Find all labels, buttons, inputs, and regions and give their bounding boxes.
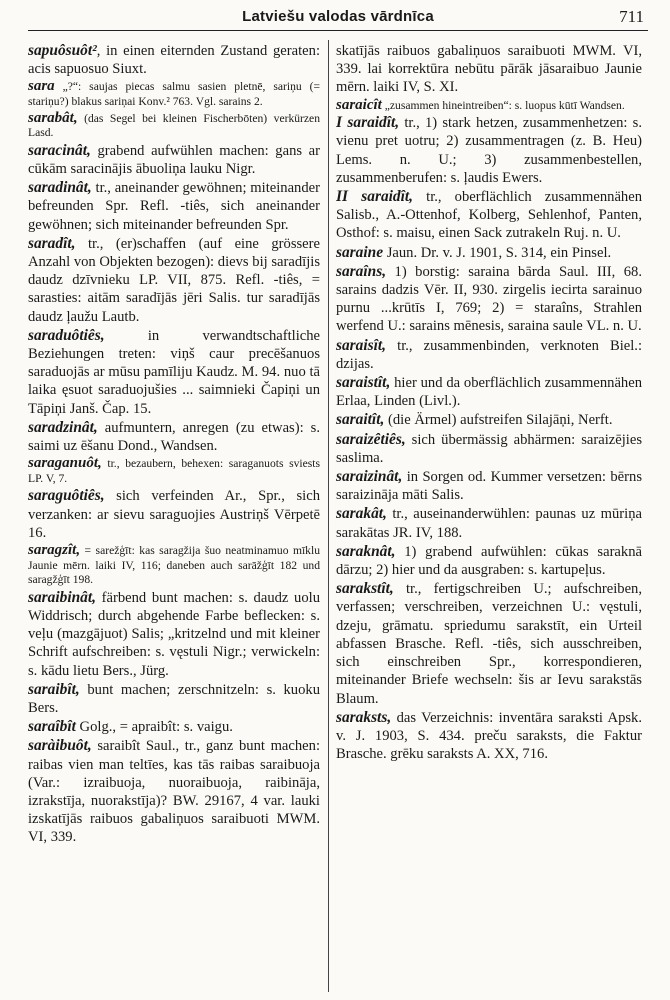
entry-text: in Sorgen od. Kummer versetzen: bērns saraizināja māti Salis. [336, 469, 642, 504]
dictionary-entry [336, 580, 642, 707]
dictionary-entry [336, 374, 642, 410]
dictionary-entry [28, 419, 320, 455]
entry-text: aufmuntern, anregen (zu etwas): s. saimi uz ēšanu Dond., Wandsen. [28, 419, 320, 455]
dictionary-entry [28, 487, 320, 542]
entry-headword: saraguôtiês, [28, 487, 105, 505]
entry-text: färbend bunt machen: s. daudz uolu Widdrisch; durch abgehende Farbe beflecken: s. veļu (mazgājuot) Salis; „kritzelnd und mit kleiner Schrift aufschreiben: s. vęstuli Nigr.; verwickeln: s. kādu lietu Bers., Jürg. [28, 589, 320, 679]
entry-text: tr., zusammenbinden, verknoten Biel.: dzijas. [336, 337, 642, 372]
entry-headword: saraîbît [28, 718, 76, 736]
dictionary-entry [28, 79, 320, 109]
dictionary-entry [28, 235, 320, 326]
dictionary-entry [336, 411, 642, 429]
entry-text: in verwandtschaftliche Beziehungen treten: viņš caur precēšanuos saraduojās ar mūsu pamīliju Kaudz. M. 94. nuo tā laika ęsuot saraduojušies ... saimnieki Čapiņi un Tāpiņi Janš. Čap. 15. [28, 327, 320, 417]
entry-headword: saraizinât, [336, 468, 403, 486]
entry-headword: II saraidît, [336, 188, 414, 206]
entry-headword: saraîns, [336, 262, 387, 280]
entry-headword: saraganuôt, [28, 455, 102, 472]
dictionary-entry [336, 543, 642, 579]
dictionary-entry [336, 468, 642, 504]
dictionary-entry [28, 589, 320, 680]
entry-text: bunt machen; zerschnitzeln: s. kuoku Bers. [28, 681, 320, 717]
entry-headword: I saraidît, [336, 114, 400, 132]
entry-text: 1) borstig: saraina bārda Saul. III, 68. sarains dadzis Vēr. II, 930. zirgelis iecirta sarainuo purnu ...krūtīs I, 769; 2) = staraîns, Strahlen werfend U.: sarains mēnesis, saraina saule VL. n. U. [336, 263, 642, 335]
entry-text: 1) grabend aufwühlen: cūkas saraknā dārzu; 2) hier und da ausgraben: s. kartupeļus. [336, 543, 642, 579]
entry-text: „?“: saujas piecas salmu sasien pletnē, sariņu (= stariņu?) blakus sariņai Konv.² 763. Vgl. sarains 2. [28, 80, 320, 108]
entry-text: (das Segel bei kleinen Fischerbōten) verkürzen Lasd. [28, 111, 320, 140]
entry-headword: sara [28, 78, 55, 95]
entry-text: tr., fertigschreiben U.; aufschreiben, verfassen; verschreiben, verzeichnen U.: vęstuli, dzeju, grāmatu. spriedumu sarakstīt, ein Urteil abfassen Brasche. Refl. -tiês, sich ausschreiben, sich einschreiben Spr., korrespondieren, miteinander Briefe wechseln: šis ar Ievu sarakstās Blaum. [336, 581, 642, 707]
entry-text: tr., oberflächlich zusammennähen Salisb., A.-Ottenhof, Kolberg, Sehlenhof, Panten, Osthof: s. maisu, einen Sack zutrakeln Ruj. n. U. [336, 189, 642, 242]
entry-text: tr., bezaubern, behexen: saraganuots sviests LP. V, 7. [28, 457, 320, 485]
dictionary-entry [336, 98, 642, 114]
entry-headword: sarakstît, [336, 580, 394, 598]
right-column [336, 42, 642, 994]
entry-headword: saraibît, [28, 680, 80, 698]
entry-text: saraibît Saul., tr., ganz bunt machen: raibas vien man teltīes, kas tās raibas saraibuoja (Var.: izraibuoja, nuoraibuoja, raibināja, izrakstīja, nuorakstīja)? BW. 29167, 4 var. lauki izskatījās raibuos gabaliņuos saraibuoti MWM. VI, 339. [28, 738, 320, 846]
dictionary-entry [28, 543, 320, 588]
entry-headword: saraksts, [336, 708, 392, 726]
entry-text: tr., 1) stark hetzen, zusammenhetzen: s. vienu pret uotru; 2) zusammentragen (z. B. Heu) Lems. n. U.; 3) zusammenbestellen, zusammenberufen: s. ļaudis Ewers. [336, 115, 642, 186]
dictionary-entry [28, 737, 320, 846]
entry-headword: saraizêtiês, [336, 430, 406, 448]
column-divider [328, 40, 329, 992]
entry-headword: saraicît [336, 96, 382, 113]
dictionary-entry [28, 111, 320, 141]
entry-headword: saragzît, [28, 542, 81, 559]
dictionary-entry [28, 179, 320, 234]
entry-text: sich verfeinden Ar., Spr., sich verzanken: ar sievu saraguojies Austriņš Vērpetē 16. [28, 488, 320, 541]
entry-headword: saraduôtiês, [28, 326, 105, 344]
dictionary-entry [336, 263, 642, 336]
entry-headword: sapuôsuôt² [28, 42, 97, 59]
entry-text: grabend aufwühlen machen: gans ar cūkām saracinājis ābuoliņa lauku Nigr. [28, 142, 320, 177]
dictionary-entry [28, 42, 320, 78]
left-column [28, 42, 320, 994]
page-title: Latviešu valodas vārdnīca [242, 8, 434, 25]
entry-text: „zusammen hineintreiben“: s. luopus kūtī Wandsen. [381, 98, 625, 112]
dictionary-entry [28, 327, 320, 418]
dictionary-entry [336, 505, 642, 541]
dictionary-entry [28, 681, 320, 717]
entry-headword: saradît, [28, 234, 76, 252]
entry-text: = sarežģīt: kas saragžija šuo neatminamuo mīklu Jaunie mērn. laiki IV, 116; daneben auch sarāžģīt 182 und saragžģīt 198. [28, 544, 320, 587]
entry-text: (die Ärmel) aufstreifen Silajāņi, Nerft. [384, 412, 613, 429]
entry-headword: saraistît, [336, 374, 391, 392]
entry-text: skatījās raibuos gabaliņuos saraibuoti MWM. VI, 339. lai korrektūra nebūtu pārāk jāsaraibuo Jaunie mērn. laiki IV, S. XI. [336, 43, 642, 96]
dictionary-entry [336, 431, 642, 467]
entry-text: hier und da oberflächlich zusammennähen Erlaa, Linden (Livl.). [336, 375, 642, 410]
entry-headword: saradinât, [28, 179, 92, 197]
entry-headword: saraibinât, [28, 588, 96, 606]
entry-text: sich übermässig abhärmen: saraizējies saslima. [336, 431, 642, 466]
entry-headword: saraine [336, 243, 384, 261]
entry-headword: saradzinât, [28, 418, 98, 436]
page-number: 711 [619, 7, 644, 26]
entry-text: tr., aneinander gewöhnen; miteinander befreunden Spr. Refl. -tiês, sich aneinander gewöhnen; sich miteinander befreunden Spr. [28, 180, 320, 233]
entry-headword: saràibuôt, [28, 737, 92, 755]
dictionary-entry [336, 188, 642, 243]
entry-headword: sarakât, [336, 505, 387, 523]
entry-text: Jaun. Dr. v. J. 1901, S. 314, ein Pinsel. [383, 244, 612, 261]
entry-text: das Verzeichnis: inventāra saraksti Apsk. v. J. 1903, S. 434. preču saraksts, die Faktur Brasche. grēku saraksts A. XX, 716. [336, 709, 642, 763]
dictionary-entry [336, 244, 642, 262]
dictionary-entry [336, 709, 642, 764]
dictionary-entry [28, 142, 320, 178]
entry-text: Golg., = apraibît: s. vaigu. [75, 719, 233, 736]
entry-headword: saraisît, [336, 336, 387, 354]
dictionary-entry [336, 114, 642, 187]
page-header [28, 4, 648, 31]
dictionary-entry [336, 42, 642, 97]
entry-headword: sarabât, [28, 109, 78, 126]
entry-headword: saracinât, [28, 141, 91, 159]
dictionary-entry [28, 456, 320, 486]
entry-text: tr., auseinanderwühlen: paunas uz mūriņa sarakātas JR. IV, 188. [336, 506, 642, 541]
entry-headword: saraknât, [336, 542, 396, 560]
entry-text: , in einen eiternden Zustand geraten: acis sapuosuo Siuxt. [28, 43, 320, 78]
entry-text: tr., (er)schaffen (auf eine grössere Anzahl von Objekten bezogen): dievs bij saradījis daudz dzīvnieku LP. VII, 875. Refl. -tiês, = sarasties: aitām saradījās jēri Salis. tur saradījās daudz ļaužu Lautb. [28, 235, 320, 325]
entry-headword: saraitît, [336, 411, 385, 429]
dictionary-entry [28, 718, 320, 736]
dictionary-entry [336, 337, 642, 373]
